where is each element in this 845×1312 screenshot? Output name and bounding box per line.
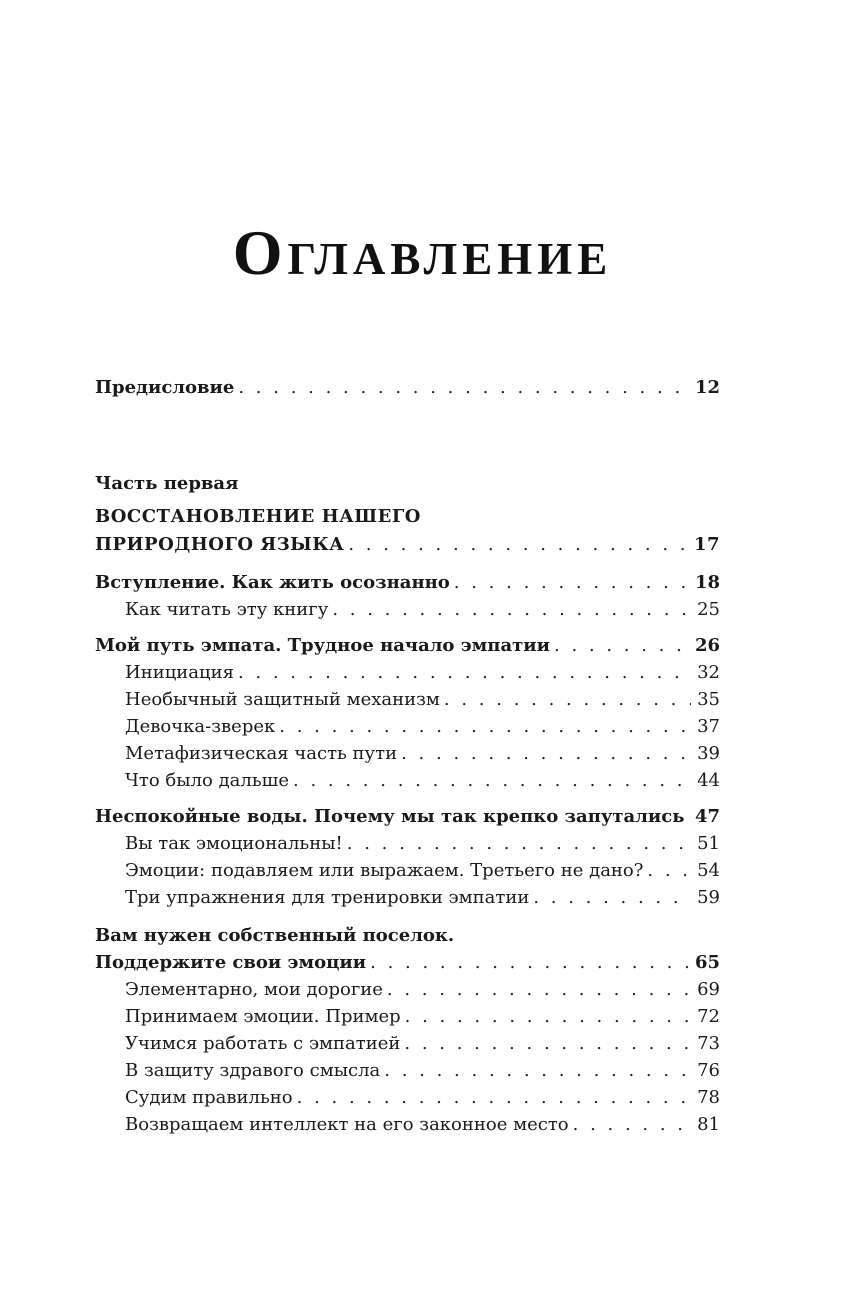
toc-entry-section[interactable]: [95, 884, 720, 911]
toc-page-number: 72: [697, 1006, 720, 1027]
dot-leader: [387, 976, 691, 1003]
toc-entry-title: ПРИРОДНОГО ЯЗЫКА: [95, 534, 345, 555]
toc-entry-part-one[interactable]: [95, 531, 720, 558]
toc-entry-section[interactable]: [95, 740, 720, 767]
toc-page-number: 65: [694, 952, 720, 973]
toc-entry-title: Инициация: [125, 662, 234, 683]
toc-entry-section[interactable]: [95, 976, 720, 1003]
toc-entry-section[interactable]: [95, 659, 720, 686]
dot-leader: [554, 632, 689, 659]
dot-leader: [384, 1057, 691, 1084]
dot-leader: [647, 857, 691, 884]
dot-leader: [454, 569, 689, 596]
toc-entry-title: Неспокойные воды. Почему мы так крепко запутались: [95, 806, 685, 827]
toc-entry-title: Три упражнения для тренировки эмпатии: [125, 887, 530, 908]
toc-page-number: 69: [697, 979, 720, 1000]
toc-page-number: 35: [697, 689, 720, 710]
toc-page-number: 78: [697, 1087, 720, 1108]
dot-leader: [688, 803, 689, 830]
dot-leader: [238, 659, 691, 686]
toc-page-number: 81: [697, 1114, 720, 1135]
toc-entry-chapter[interactable]: [95, 949, 720, 976]
toc-page-number: 51: [697, 833, 720, 854]
toc-page-number: 76: [697, 1060, 720, 1081]
toc-entry-title: Судим правильно: [125, 1087, 293, 1108]
dot-leader: [293, 767, 691, 794]
page-title: Оглавление: [232, 216, 613, 288]
toc-entry-title: Метафизическая часть пути: [125, 743, 398, 764]
dot-leader: [238, 374, 689, 401]
dot-leader: [370, 949, 689, 976]
dot-leader: [401, 740, 691, 767]
part-label: Часть первая: [95, 473, 239, 494]
toc-entry-chapter[interactable]: [95, 569, 720, 596]
toc-page-number: 73: [697, 1033, 720, 1054]
toc-entry-section[interactable]: [95, 1111, 720, 1138]
toc-entry-title: Элементарно, мои дорогие: [125, 979, 383, 1000]
dot-leader: [279, 713, 691, 740]
toc-page-number: 26: [694, 635, 720, 656]
toc-entry-title: Возвращаем интеллект на его законное место: [125, 1114, 569, 1135]
toc-entry-title-line: Вам нужен собственный поселок.: [95, 925, 455, 946]
toc-entry-title: Принимаем эмоции. Пример: [125, 1006, 401, 1027]
dot-leader: [347, 830, 691, 857]
dot-leader: [405, 1003, 691, 1030]
toc-page-number: 32: [697, 662, 720, 683]
toc-entry-title: Вступление. Как жить осознанно: [95, 572, 450, 593]
toc-entry-chapter[interactable]: [95, 632, 720, 659]
toc-page-number: 54: [697, 860, 720, 881]
part-title: ВОССТАНОВЛЕНИЕ НАШЕГО: [95, 506, 421, 527]
toc-page-number: 18: [694, 572, 720, 593]
dot-leader: [332, 596, 691, 623]
toc-entry-title: Необычный защитный механизм: [125, 689, 440, 710]
dot-leader: [404, 1030, 691, 1057]
toc-entry-title: Поддержите свои эмоции: [95, 952, 367, 973]
toc-entry-title: Предисловие: [95, 377, 235, 398]
toc-page-number: 25: [697, 599, 720, 620]
toc-entry-title: Эмоции: подавляем или выражаем. Третьего не дано?: [125, 860, 644, 881]
toc-page-number: 39: [697, 743, 720, 764]
toc-entry-title: Вы так эмоциональны!: [125, 833, 343, 854]
dot-leader: [573, 1111, 691, 1138]
toc-entry-section[interactable]: [95, 857, 720, 884]
toc-page-number: 12: [694, 377, 720, 398]
toc-entry-section[interactable]: [95, 1057, 720, 1084]
toc-entry-section[interactable]: [95, 1030, 720, 1057]
dot-leader: [297, 1084, 691, 1111]
toc-entry-section[interactable]: [95, 1003, 720, 1030]
dot-leader: [444, 686, 691, 713]
toc-page-number: 59: [697, 887, 720, 908]
toc-page-number: 17: [693, 534, 720, 555]
toc-entry-section[interactable]: [95, 713, 720, 740]
toc-entry-title: Учимся работать с эмпатией: [125, 1033, 401, 1054]
dot-leader: [533, 884, 691, 911]
toc-page-number: 47: [694, 806, 720, 827]
toc-entry-section[interactable]: [95, 686, 720, 713]
spacer: [95, 401, 720, 470]
toc-entry-title: Девочка-зверек: [125, 716, 276, 737]
toc-page-number: 37: [697, 716, 720, 737]
toc-entry-chapter[interactable]: [95, 803, 720, 830]
toc-entry-section[interactable]: [95, 596, 720, 623]
toc-entry-title: В защиту здравого смысла: [125, 1060, 381, 1081]
toc-entry-title: Мой путь эмпата. Трудное начало эмпатии: [95, 635, 550, 656]
toc-entry-section[interactable]: [95, 1084, 720, 1111]
toc-entry-preface[interactable]: [95, 374, 720, 401]
toc-entry-section[interactable]: [95, 767, 720, 794]
toc-entry-title: Что было дальше: [125, 770, 290, 791]
toc-entry-section[interactable]: [95, 830, 720, 857]
toc-page-number: 44: [697, 770, 720, 791]
dot-leader: [348, 531, 688, 558]
table-of-contents: [95, 374, 720, 1138]
toc-entry-title: Как читать эту книгу: [125, 599, 329, 620]
